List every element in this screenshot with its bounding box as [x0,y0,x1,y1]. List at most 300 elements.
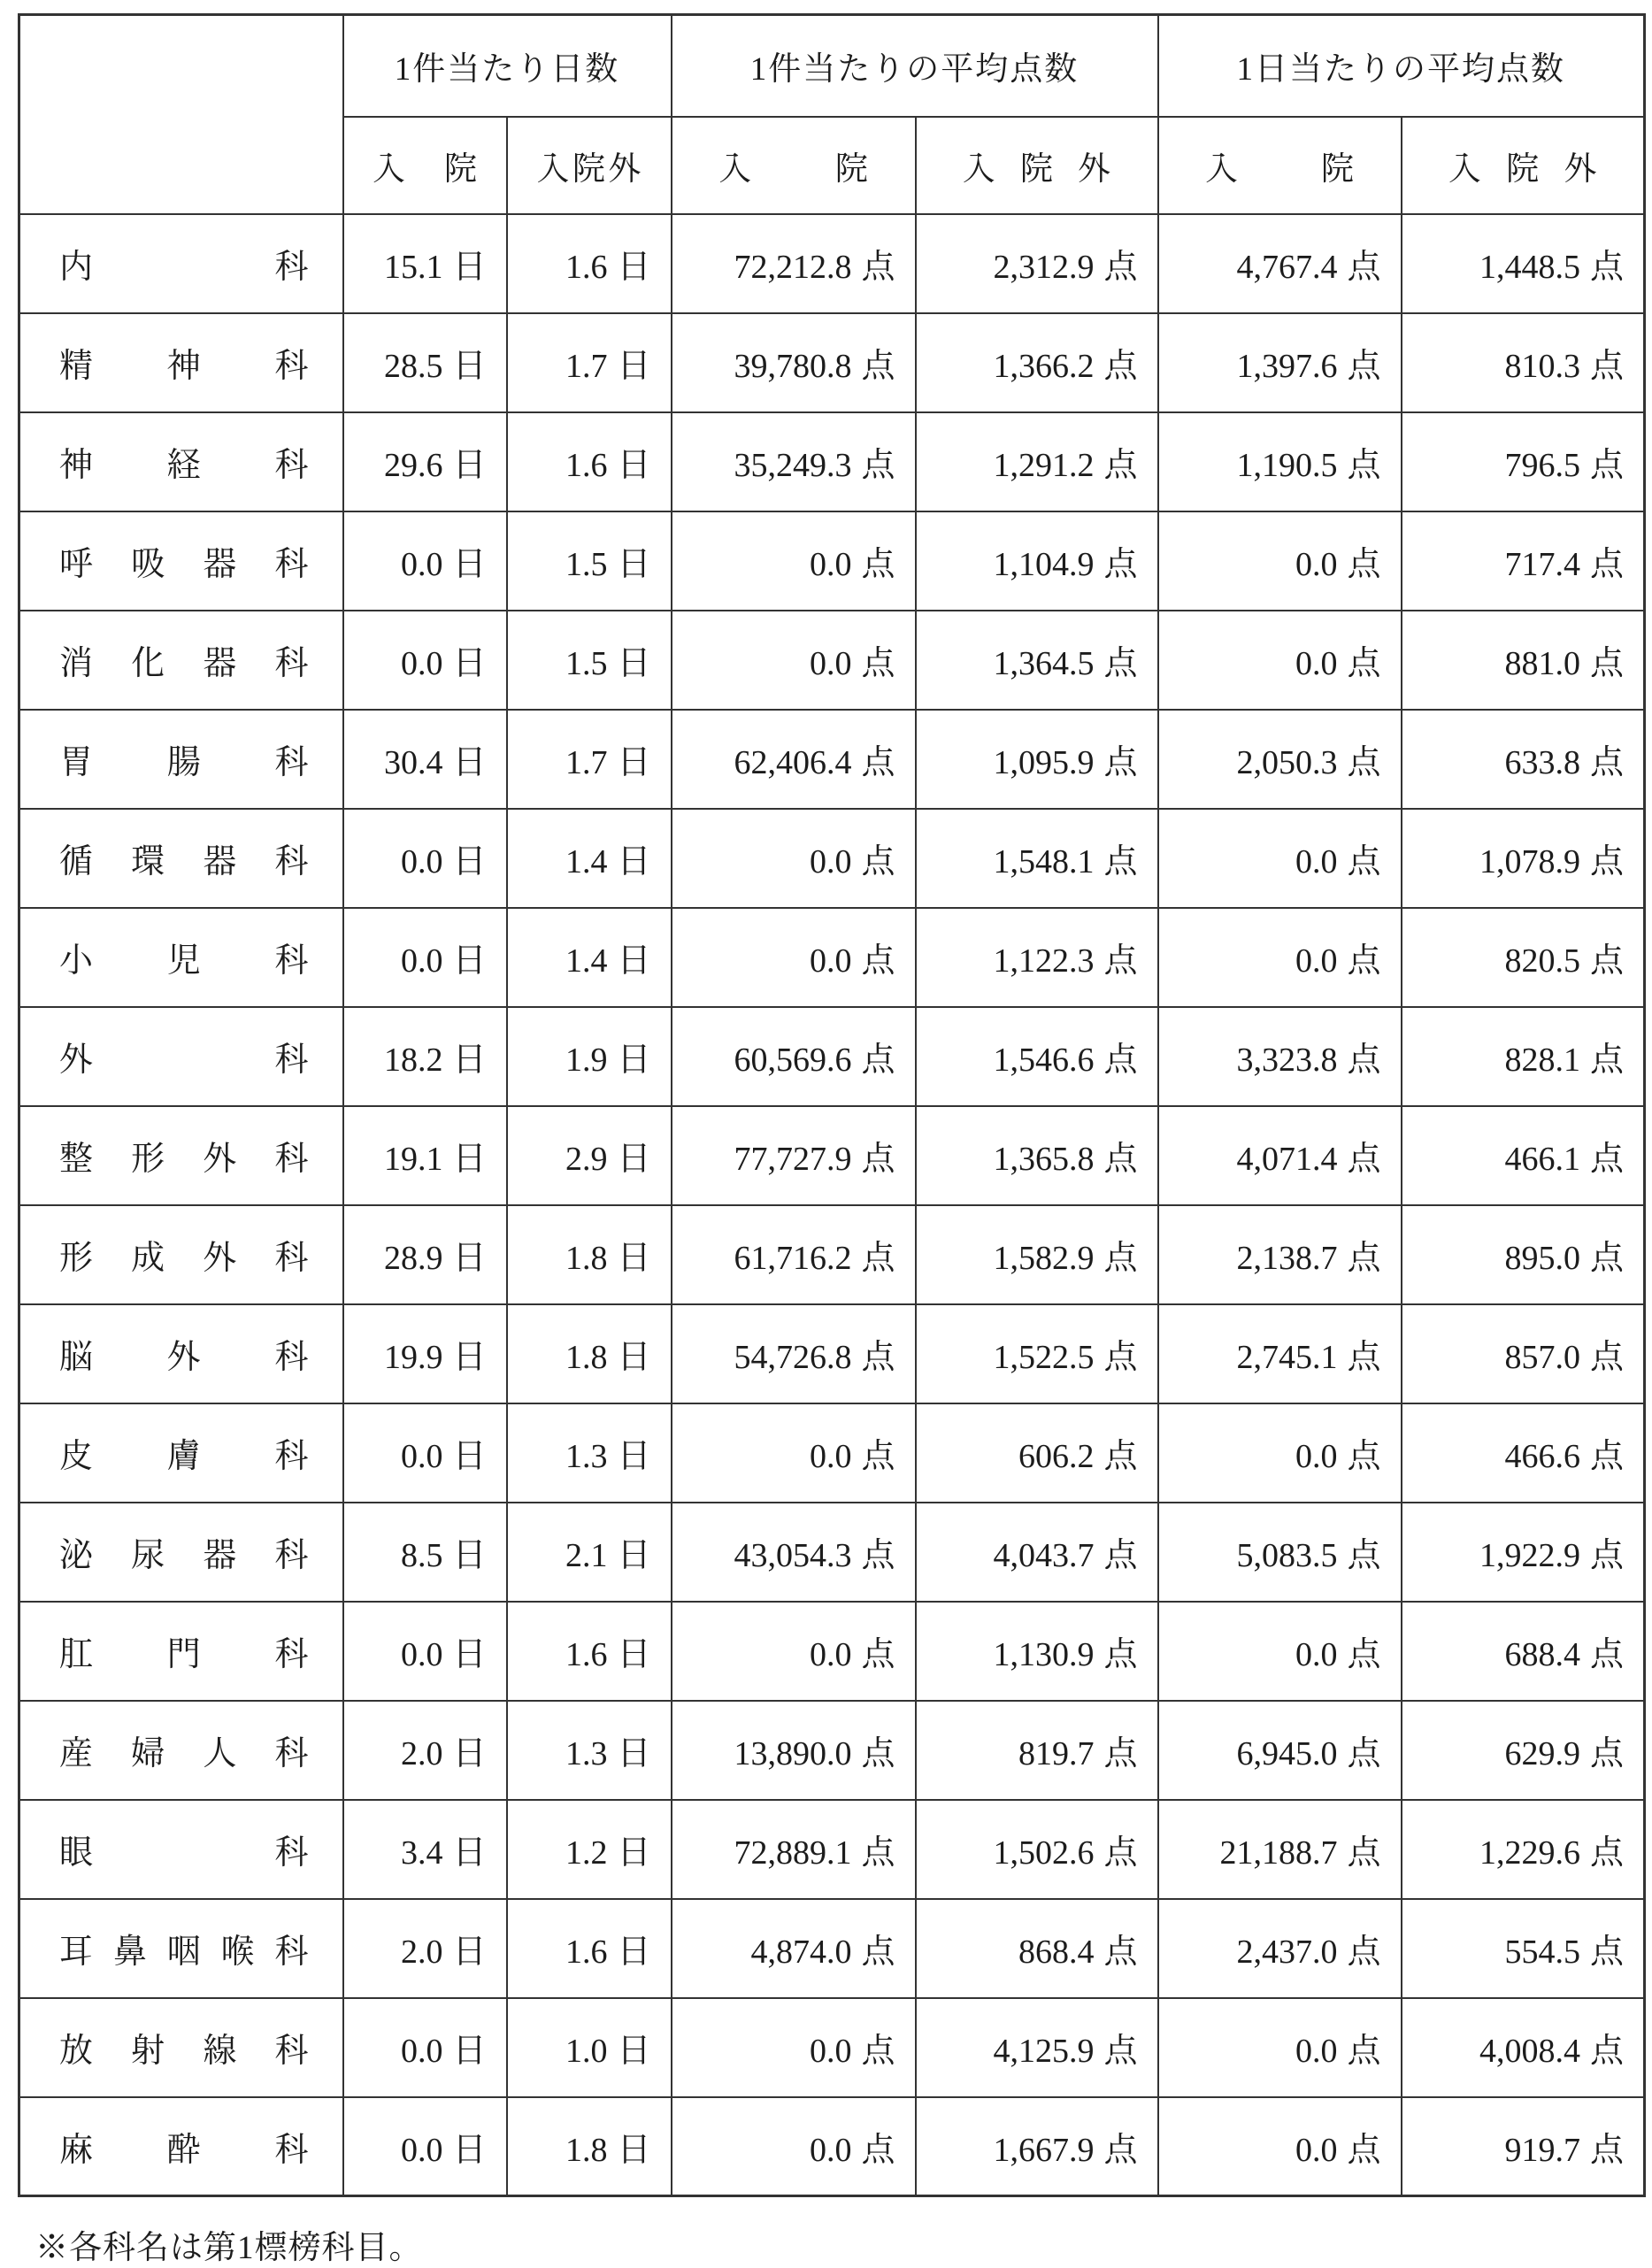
value-cell [916,908,1158,1007]
value-cell [507,1205,672,1304]
value-number: 0.0 [1295,1636,1338,1673]
value-number: 3.4 [400,1834,443,1872]
value-unit: 日 [617,942,651,980]
value-cell [1402,412,1645,511]
value-number: 0.0 [1295,2033,1338,2070]
value-cell [1158,611,1402,710]
department-name: 胃 腸 科 [19,710,343,809]
value-number: 1.4 [565,843,608,880]
corner-cell [19,15,343,214]
value-number: 810.3 [1504,348,1580,385]
value-unit: 点 [1347,1537,1381,1574]
value-unit: 日 [452,2033,487,2070]
value-number: 0.0 [809,942,852,980]
value-cell [672,412,916,511]
value-cell [916,809,1158,908]
value-cell [1402,611,1645,710]
value-number: 0.0 [1295,2131,1338,2169]
value-cell [672,1701,916,1800]
table-row [19,1701,1645,1800]
value-unit: 日 [617,249,651,286]
value-cell [1158,1106,1402,1205]
value-number: 1,546.6 [993,1042,1095,1079]
department-name: 脳 外 科 [19,1304,343,1403]
value-unit: 点 [1589,1042,1624,1079]
department-name: 精 神 科 [19,313,343,412]
value-cell [343,1602,507,1701]
table-row [19,1602,1645,1701]
value-unit: 日 [452,1240,487,1277]
value-cell [916,1304,1158,1403]
value-number: 0.0 [809,2131,852,2169]
value-unit: 点 [1103,447,1138,484]
value-number: 43,054.3 [734,1537,852,1574]
department-name: 呼 吸 器 科 [19,511,343,611]
value-number: 15.1 [383,249,443,286]
value-number: 1,922.9 [1479,1537,1580,1574]
value-number: 919.7 [1504,2131,1580,2169]
table-row [19,1899,1645,1998]
value-cell [507,2097,672,2196]
department-name: 外 科 [19,1007,343,1106]
value-number: 3,323.8 [1236,1042,1338,1079]
value-number: 820.5 [1504,942,1580,980]
value-unit: 日 [452,843,487,880]
value-unit: 点 [1347,2033,1381,2070]
value-number: 895.0 [1504,1240,1580,1277]
value-unit: 点 [1103,744,1138,781]
value-unit: 日 [617,1042,651,1079]
value-unit: 点 [861,1934,895,1971]
value-number: 62,406.4 [734,744,852,781]
value-unit: 点 [1347,1636,1381,1673]
value-cell [1158,1503,1402,1602]
value-unit: 点 [1589,1934,1624,1971]
value-unit: 日 [617,1438,651,1475]
value-cell [672,1998,916,2097]
value-unit: 点 [1347,546,1381,583]
value-number: 0.0 [1295,1438,1338,1475]
value-unit: 日 [452,546,487,583]
value-unit: 日 [452,1537,487,1574]
value-cell [1402,1800,1645,1899]
value-cell [1158,511,1402,611]
value-cell [343,611,507,710]
value-unit: 日 [452,1735,487,1772]
value-number: 0.0 [809,1636,852,1673]
table-row [19,511,1645,611]
value-cell [1158,1403,1402,1503]
value-unit: 点 [1347,744,1381,781]
value-cell [672,1403,916,1503]
value-number: 796.5 [1504,447,1580,484]
value-cell [916,1998,1158,2097]
value-cell [1402,710,1645,809]
col-group-avg-points-per-day: 1日当たりの平均点数 [1158,15,1645,117]
value-cell [916,1403,1158,1503]
value-unit: 点 [1589,1636,1624,1673]
value-number: 1,190.5 [1236,447,1338,484]
value-cell [1402,1998,1645,2097]
value-cell [916,1007,1158,1106]
value-unit: 点 [1347,249,1381,286]
value-cell [507,809,672,908]
value-unit: 点 [1103,1537,1138,1574]
table-row [19,1304,1645,1403]
value-unit: 日 [452,1834,487,1872]
value-cell [1158,1007,1402,1106]
value-number: 2.1 [565,1537,608,1574]
value-number: 1,364.5 [993,645,1095,682]
value-number: 2.0 [400,1735,443,1772]
table-row [19,710,1645,809]
value-number: 1,122.3 [993,942,1095,980]
value-unit: 点 [861,2131,895,2169]
value-unit: 点 [1103,1240,1138,1277]
value-cell [1402,2097,1645,2196]
value-cell [507,1304,672,1403]
value-cell [672,1899,916,1998]
value-unit: 日 [617,2131,651,2169]
value-cell [507,1899,672,1998]
table-row [19,2097,1645,2196]
value-cell [507,1701,672,1800]
value-cell [1158,313,1402,412]
value-number: 1.8 [565,1339,608,1376]
value-unit: 日 [452,1141,487,1178]
value-cell [507,1403,672,1503]
value-unit: 点 [861,744,895,781]
value-number: 54,726.8 [734,1339,852,1376]
value-cell [507,1007,672,1106]
value-number: 0.0 [809,2033,852,2070]
value-number: 19.1 [383,1141,443,1178]
value-unit: 日 [617,1735,651,1772]
value-cell [343,908,507,1007]
department-name: 肛 門 科 [19,1602,343,1701]
value-cell [1402,1205,1645,1304]
value-cell [916,412,1158,511]
value-cell [343,2097,507,2196]
value-unit: 日 [617,1141,651,1178]
value-unit: 点 [861,447,895,484]
value-number: 0.0 [400,2131,443,2169]
table-row [19,412,1645,511]
value-cell [1402,511,1645,611]
value-cell [1402,1403,1645,1503]
value-cell [343,1503,507,1602]
value-unit: 日 [452,447,487,484]
value-cell [507,412,672,511]
value-number: 2,050.3 [1236,744,1338,781]
value-number: 5,083.5 [1236,1537,1338,1574]
value-unit: 点 [1103,1042,1138,1079]
value-unit: 日 [617,1934,651,1971]
value-unit: 点 [1347,1042,1381,1079]
value-cell [343,1800,507,1899]
value-cell [672,1106,916,1205]
value-number: 1,095.9 [993,744,1095,781]
value-number: 0.0 [809,843,852,880]
value-cell [1158,214,1402,313]
value-number: 30.4 [383,744,443,781]
footnote: ※各科名は第1標榜科目。 [35,2230,423,2266]
value-cell [507,214,672,313]
value-cell [1158,1899,1402,1998]
value-cell [507,908,672,1007]
value-cell [507,1106,672,1205]
value-unit: 点 [1589,645,1624,682]
value-cell [916,1602,1158,1701]
value-unit: 点 [1103,2131,1138,2169]
value-unit: 点 [861,843,895,880]
value-number: 1,522.5 [993,1339,1095,1376]
value-number: 0.0 [809,546,852,583]
medical-stats-table [18,13,1646,2197]
table-row [19,611,1645,710]
value-cell [1158,710,1402,809]
value-unit: 点 [1589,843,1624,880]
value-unit: 点 [1103,645,1138,682]
value-cell [672,2097,916,2196]
value-number: 1.4 [565,942,608,980]
value-cell [507,1998,672,2097]
value-unit: 点 [861,1042,895,1079]
value-number: 0.0 [400,1438,443,1475]
value-cell [343,1106,507,1205]
value-number: 1,667.9 [993,2131,1095,2169]
value-number: 1.6 [565,447,608,484]
value-number: 0.0 [400,2033,443,2070]
value-cell [672,214,916,313]
table-row [19,1403,1645,1503]
value-unit: 点 [861,1735,895,1772]
value-number: 1.3 [565,1735,608,1772]
value-number: 28.9 [383,1240,443,1277]
value-unit: 点 [1347,1240,1381,1277]
value-unit: 点 [1347,1438,1381,1475]
value-cell [672,1304,916,1403]
value-unit: 点 [1589,1141,1624,1178]
department-name: 内 科 [19,214,343,313]
value-unit: 日 [617,1339,651,1376]
value-number: 21,188.7 [1219,1834,1338,1872]
value-number: 1,229.6 [1479,1834,1580,1872]
value-number: 0.0 [400,843,443,880]
value-cell [507,511,672,611]
value-unit: 点 [1103,249,1138,286]
value-number: 72,889.1 [734,1834,852,1872]
value-cell [672,611,916,710]
value-cell [1402,214,1645,313]
value-cell [916,1701,1158,1800]
value-cell [916,511,1158,611]
value-number: 29.6 [383,447,443,484]
value-number: 629.9 [1504,1735,1580,1772]
value-cell [672,1007,916,1106]
value-cell [343,1205,507,1304]
department-name: 産 婦 人 科 [19,1701,343,1800]
value-number: 2.9 [565,1141,608,1178]
value-unit: 点 [1589,249,1624,286]
value-unit: 点 [1589,1834,1624,1872]
value-cell [343,214,507,313]
value-unit: 点 [1103,1438,1138,1475]
value-number: 1,104.9 [993,546,1095,583]
value-unit: 点 [1347,942,1381,980]
value-unit: 点 [1589,1735,1624,1772]
value-unit: 点 [1589,1438,1624,1475]
value-number: 13,890.0 [734,1735,852,1772]
department-name: 神 経 科 [19,412,343,511]
value-unit: 日 [452,2131,487,2169]
department-name: 麻 酔 科 [19,2097,343,2196]
department-name: 耳 鼻 咽 喉 科 [19,1899,343,1998]
value-number: 1.3 [565,1438,608,1475]
value-cell [507,1800,672,1899]
value-number: 1,548.1 [993,843,1095,880]
value-cell [343,1701,507,1800]
value-unit: 点 [861,942,895,980]
value-cell [1402,1602,1645,1701]
value-unit: 点 [1589,1537,1624,1574]
subheader-days-outpatient: 入 院 外 [507,117,672,214]
value-number: 0.0 [400,942,443,980]
value-unit: 点 [1589,1339,1624,1376]
value-cell [672,710,916,809]
value-unit: 点 [861,1636,895,1673]
value-unit: 点 [861,249,895,286]
value-cell [1402,1701,1645,1800]
value-unit: 点 [1347,348,1381,385]
value-number: 1.6 [565,1934,608,1971]
value-unit: 日 [452,1042,487,1079]
value-unit: 点 [1589,2131,1624,2169]
value-number: 1,365.8 [993,1141,1095,1178]
value-unit: 日 [452,1339,487,1376]
value-unit: 点 [1103,1339,1138,1376]
value-unit: 点 [861,645,895,682]
value-number: 2,138.7 [1236,1240,1338,1277]
value-unit: 日 [617,744,651,781]
value-unit: 日 [617,546,651,583]
value-cell [1158,1205,1402,1304]
table-row [19,1106,1645,1205]
value-cell [672,511,916,611]
value-cell [507,611,672,710]
value-number: 717.4 [1504,546,1580,583]
department-name: 皮 膚 科 [19,1403,343,1503]
col-group-avg-points-per-case: 1件当たりの平均点数 [672,15,1158,117]
value-number: 1.2 [565,1834,608,1872]
value-unit: 点 [1347,645,1381,682]
value-cell [1402,1304,1645,1403]
value-number: 1,291.2 [993,447,1095,484]
value-cell [916,1503,1158,1602]
value-number: 0.0 [809,1438,852,1475]
subheader-day-points-outpatient: 入 院 外 [1402,117,1645,214]
value-number: 857.0 [1504,1339,1580,1376]
value-number: 466.6 [1504,1438,1580,1475]
table-row [19,1205,1645,1304]
value-cell [1158,2097,1402,2196]
value-number: 1,397.6 [1236,348,1338,385]
table-row [19,1998,1645,2097]
value-unit: 日 [452,1636,487,1673]
department-name: 放 射 線 科 [19,1998,343,2097]
value-unit: 点 [1589,942,1624,980]
value-cell [672,908,916,1007]
value-unit: 点 [1103,942,1138,980]
value-unit: 日 [452,942,487,980]
value-number: 1.8 [565,1240,608,1277]
value-number: 1.0 [565,2033,608,2070]
value-number: 1.7 [565,744,608,781]
value-number: 1,582.9 [993,1240,1095,1277]
value-unit: 点 [861,546,895,583]
subheader-day-points-inpatient: 入 院 [1158,117,1402,214]
value-unit: 点 [1103,2033,1138,2070]
department-name: 眼 科 [19,1800,343,1899]
value-cell [916,313,1158,412]
department-name: 整 形 外 科 [19,1106,343,1205]
value-unit: 点 [1347,2131,1381,2169]
value-unit: 点 [1347,1735,1381,1772]
value-number: 18.2 [383,1042,443,1079]
value-cell [1158,809,1402,908]
value-cell [916,1899,1158,1998]
value-number: 1,130.9 [993,1636,1095,1673]
subheader-case-points-inpatient: 入 院 [672,117,916,214]
value-cell [1158,1304,1402,1403]
value-unit: 点 [861,1438,895,1475]
value-number: 0.0 [400,1636,443,1673]
value-cell [672,1503,916,1602]
department-name: 消 化 器 科 [19,611,343,710]
value-unit: 日 [617,447,651,484]
value-cell [1158,1602,1402,1701]
value-unit: 点 [1103,843,1138,880]
table-row [19,1800,1645,1899]
value-number: 0.0 [400,546,443,583]
value-unit: 点 [1347,447,1381,484]
value-number: 688.4 [1504,1636,1580,1673]
value-number: 0.0 [1295,645,1338,682]
table-row [19,809,1645,908]
value-cell [1402,809,1645,908]
value-unit: 点 [1103,1735,1138,1772]
department-name: 循 環 器 科 [19,809,343,908]
value-cell [1158,1701,1402,1800]
value-unit: 日 [452,1934,487,1971]
value-cell [1402,1503,1645,1602]
value-number: 0.0 [1295,546,1338,583]
value-cell [343,710,507,809]
value-cell [507,710,672,809]
value-cell [1158,908,1402,1007]
value-unit: 点 [861,2033,895,2070]
value-cell [343,1899,507,1998]
table-row [19,1007,1645,1106]
value-cell [916,1800,1158,1899]
value-unit: 点 [1347,843,1381,880]
value-unit: 日 [452,249,487,286]
value-unit: 点 [1103,1141,1138,1178]
value-unit: 点 [861,1834,895,1872]
value-number: 60,569.6 [734,1042,852,1079]
value-cell [343,1007,507,1106]
value-unit: 点 [1347,1834,1381,1872]
